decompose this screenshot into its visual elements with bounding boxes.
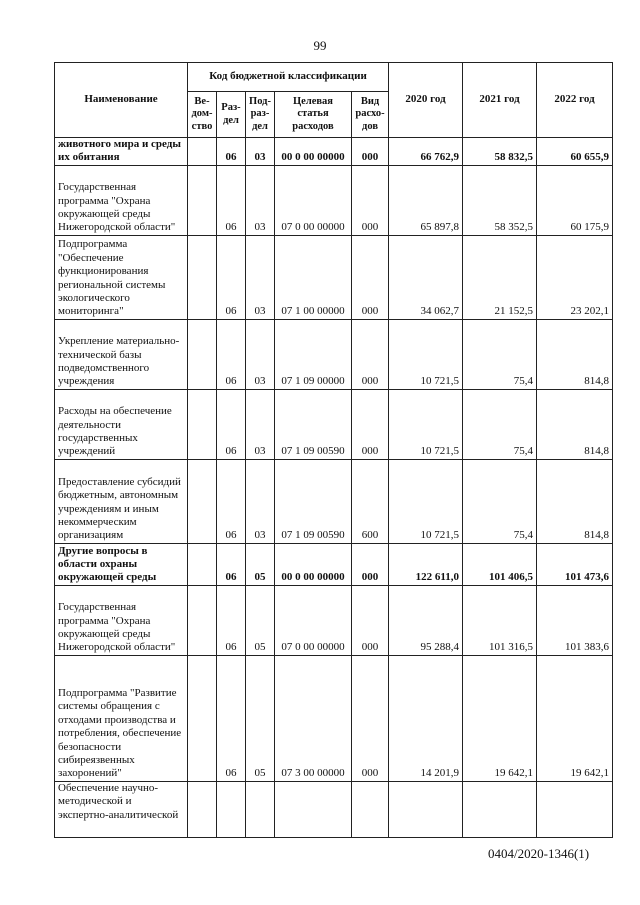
table-row (55, 138, 613, 166)
row-2022: 814,8 (537, 459, 613, 543)
row-subsection: 03 (246, 459, 275, 543)
row-2020: 10 721,5 (389, 319, 463, 389)
row-2021: 101 316,5 (463, 585, 537, 655)
row-kind: 000 (352, 138, 389, 166)
row-target: 07 0 00 00000 (275, 165, 352, 235)
row-dept (188, 235, 217, 319)
row-target: 07 3 00 00000 (275, 655, 352, 781)
header-2022: 2022 год (537, 63, 613, 138)
row-2022: 814,8 (537, 319, 613, 389)
row-target: 00 0 00 00000 (275, 138, 352, 166)
row-2021: 21 152,5 (463, 235, 537, 319)
table-row (55, 165, 613, 235)
row-dept (188, 165, 217, 235)
table-row (55, 389, 613, 459)
page-number: 99 (313, 38, 327, 53)
row-kind: 000 (352, 655, 389, 781)
row-kind: 000 (352, 585, 389, 655)
row-2021 (463, 781, 537, 837)
row-subsection: 03 (246, 319, 275, 389)
row-target: 07 0 00 00000 (275, 585, 352, 655)
row-kind: 000 (352, 543, 389, 585)
row-subsection: 05 (246, 585, 275, 655)
row-kind: 000 (352, 165, 389, 235)
row-2021: 75,4 (463, 459, 537, 543)
row-dept (188, 319, 217, 389)
row-name: Обеспечение научно-методической и экспертно-аналитической (55, 781, 188, 837)
row-target: 07 1 09 00590 (275, 389, 352, 459)
row-target: 07 1 09 00590 (275, 459, 352, 543)
table-row (55, 585, 613, 655)
table-row (55, 459, 613, 543)
row-kind (352, 781, 389, 837)
row-2021: 75,4 (463, 389, 537, 459)
row-kind: 000 (352, 235, 389, 319)
row-2022 (537, 781, 613, 837)
table-row (55, 655, 613, 781)
row-2020: 122 611,0 (389, 543, 463, 585)
row-section: 06 (217, 459, 246, 543)
row-target: 00 0 00 00000 (275, 543, 352, 585)
row-name: животного мира и среды их обитания (55, 138, 188, 166)
row-name: Расходы на обеспечение деятельности государственных учреждений (55, 389, 188, 459)
row-name: Подпрограмма "Обеспечение функционирования региональной системы экологического мониторинга" (55, 235, 188, 319)
table-row (55, 235, 613, 319)
row-subsection: 05 (246, 655, 275, 781)
header-target-article: Целевая статья расходов (275, 92, 352, 138)
budget-table (54, 62, 613, 838)
row-2022: 60 175,9 (537, 165, 613, 235)
row-subsection (246, 781, 275, 837)
row-name: Государственная программа "Охрана окружающей среды Нижегородской области" (55, 585, 188, 655)
row-subsection: 03 (246, 235, 275, 319)
row-subsection: 05 (246, 543, 275, 585)
row-subsection: 03 (246, 389, 275, 459)
row-section: 06 (217, 138, 246, 166)
header-expense-type: Вид расхо-дов (352, 92, 389, 138)
row-dept (188, 781, 217, 837)
row-2022: 60 655,9 (537, 138, 613, 166)
row-name: Другие вопросы в области охраны окружающей среды (55, 543, 188, 585)
row-name: Укрепление материально-технической базы подведомственного учреждения (55, 319, 188, 389)
row-2022: 23 202,1 (537, 235, 613, 319)
row-kind: 000 (352, 319, 389, 389)
row-2020: 65 897,8 (389, 165, 463, 235)
row-2020: 66 762,9 (389, 138, 463, 166)
header-2020: 2020 год (389, 63, 463, 138)
row-2020: 34 062,7 (389, 235, 463, 319)
row-2021: 58 832,5 (463, 138, 537, 166)
row-dept (188, 655, 217, 781)
row-section: 06 (217, 543, 246, 585)
row-dept (188, 138, 217, 166)
row-subsection: 03 (246, 138, 275, 166)
table-row (55, 319, 613, 389)
header-2021: 2021 год (463, 63, 537, 138)
row-dept (188, 585, 217, 655)
row-2021: 19 642,1 (463, 655, 537, 781)
row-2022: 19 642,1 (537, 655, 613, 781)
row-target: 07 1 09 00000 (275, 319, 352, 389)
header-subsection: Под-раз-дел (246, 92, 275, 138)
row-name: Предоставление субсидий бюджетным, автономным учреждениям и иным некоммерческим организациям (55, 459, 188, 543)
header-classification-code: Код бюджетной классификации (188, 63, 389, 92)
row-section: 06 (217, 165, 246, 235)
row-2022: 814,8 (537, 389, 613, 459)
row-dept (188, 459, 217, 543)
document-code: 0404/2020-1346(1) (488, 846, 590, 861)
row-subsection: 03 (246, 165, 275, 235)
row-2020: 10 721,5 (389, 389, 463, 459)
row-section: 06 (217, 235, 246, 319)
row-2022: 101 473,6 (537, 543, 613, 585)
row-2022: 101 383,6 (537, 585, 613, 655)
row-dept (188, 389, 217, 459)
row-kind: 000 (352, 389, 389, 459)
row-2021: 101 406,5 (463, 543, 537, 585)
table-row (55, 543, 613, 585)
row-section: 06 (217, 319, 246, 389)
row-section (217, 781, 246, 837)
row-2020: 95 288,4 (389, 585, 463, 655)
row-name: Подпрограмма "Развитие системы обращения с отходами производства и потребления, обеспечение безопасности сибиреязвенных захоронений" (55, 655, 188, 781)
row-2020: 14 201,9 (389, 655, 463, 781)
header-department: Ве-дом-ство (188, 92, 217, 138)
row-2021: 58 352,5 (463, 165, 537, 235)
row-target: 07 1 00 00000 (275, 235, 352, 319)
row-2020 (389, 781, 463, 837)
row-2021: 75,4 (463, 319, 537, 389)
row-dept (188, 543, 217, 585)
row-section: 06 (217, 655, 246, 781)
row-2020: 10 721,5 (389, 459, 463, 543)
row-target (275, 781, 352, 837)
row-section: 06 (217, 389, 246, 459)
row-kind: 600 (352, 459, 389, 543)
header-section: Раз-дел (217, 92, 246, 138)
row-name: Государственная программа "Охрана окружающей среды Нижегородской области" (55, 165, 188, 235)
header-name: Наименование (55, 63, 188, 138)
table-row (55, 781, 613, 837)
row-section: 06 (217, 585, 246, 655)
